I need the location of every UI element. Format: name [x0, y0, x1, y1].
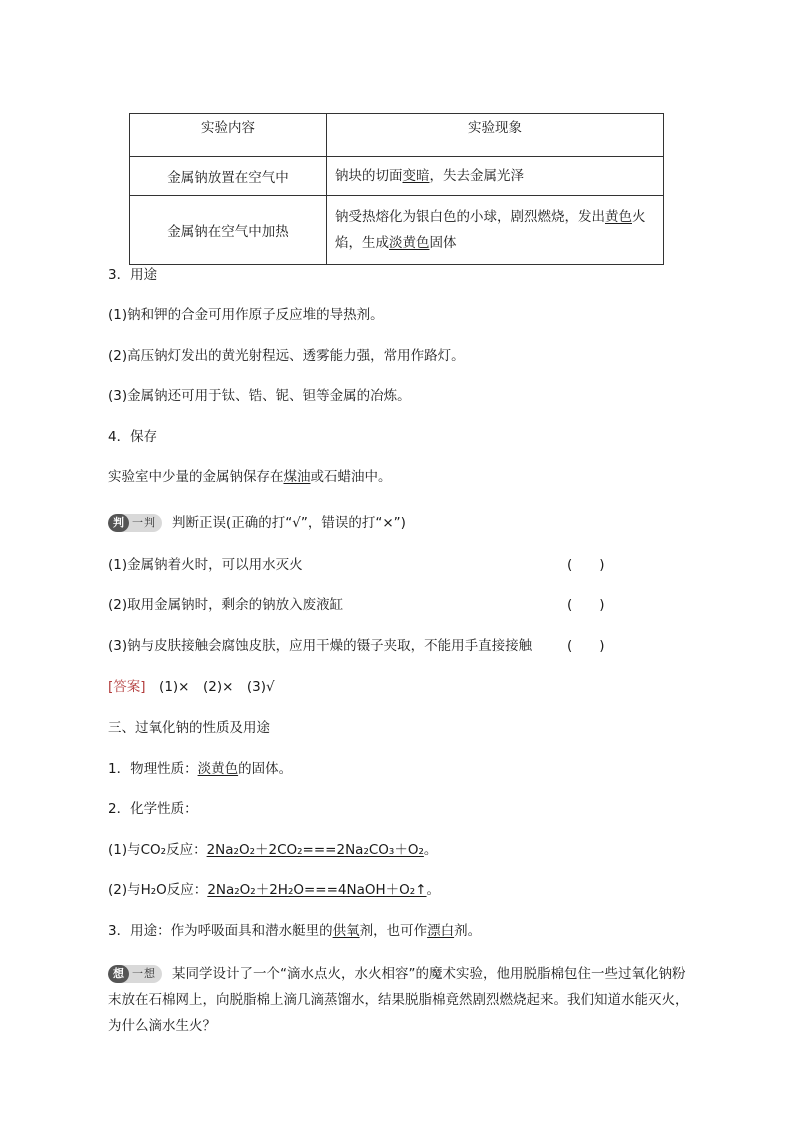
table-cell-content: 金属钠放置在空气中	[130, 157, 327, 196]
table-cell-content: 金属钠在空气中加热	[130, 196, 327, 265]
reaction-co2: (1)与CO₂反应：2Na₂O₂＋2CO₂===2Na₂CO₃＋O₂。	[108, 842, 438, 858]
think-text: 某同学设计了一个“滴水点火，水火相容”的魔术实验，他用脱脂棉包住一些过氧化钠粉末放在石棉网上，向脱脂棉上滴几滴蒸馏水，结果脱脂棉竟然剧烈燃烧起来。我们知道水能灭火，为什么滴水生火？	[108, 966, 689, 1034]
equation-h2o: 2Na₂O₂＋2H₂O===4NaOH＋O₂↑	[207, 882, 427, 898]
chemical-property-title: 2．化学性质：	[108, 801, 198, 817]
answer-blank: ( )	[567, 597, 605, 613]
judge-badge-icon: 判 一判	[108, 514, 162, 532]
table-header-observation: 实验现象	[327, 114, 664, 157]
judge-item: (1)金属钠着火时，可以用水灭火	[108, 557, 303, 573]
list-item: (2)高压钠灯发出的黄光射程远、透雾能力强，常用作路灯。	[108, 348, 465, 364]
list-item: (1)钠和钾的合金可用作原子反应堆的导热剂。	[108, 307, 384, 323]
judge-item: (2)取用金属钠时，剩余的钠放入废液缸	[108, 597, 344, 613]
table-row	[130, 157, 664, 196]
judge-item: (3)钠与皮肤接触会腐蚀皮肤，应用干燥的镊子夹取，不能用手直接接触	[108, 638, 533, 654]
equation-co2: 2Na₂O₂＋2CO₂===2Na₂CO₃＋O₂	[206, 842, 424, 858]
judge-heading	[108, 513, 406, 533]
uses-text: 3．用途：作为呼吸面具和潜水艇里的供氧剂，也可作漂白剂。	[108, 923, 482, 939]
table-cell-observation: 钠块的切面变暗，失去金属光泽	[327, 157, 664, 196]
table-row	[130, 196, 664, 265]
section-title-uses: 3．用途	[108, 267, 158, 283]
table-header-content: 实验内容	[130, 114, 327, 157]
section-title-peroxide: 三、过氧化钠的性质及用途	[108, 720, 270, 736]
list-item: (3)金属钠还可用于钛、锆、铌、钽等金属的冶炼。	[108, 388, 411, 404]
think-paragraph	[108, 961, 698, 1039]
section-title-storage: 4．保存	[108, 429, 158, 445]
answer-line: [答案] (1)× (2)× (3)√	[108, 679, 275, 695]
think-badge-icon: 想 一想	[108, 965, 162, 983]
table-cell-observation: 钠受热熔化为银白色的小球，剧烈燃烧，发出黄色火 焰，生成淡黄色固体	[327, 196, 664, 265]
judge-instruction: 判断正误(正确的打“√”，错误的打“×”)	[172, 515, 406, 531]
physical-property: 1．物理性质：淡黄色的固体。	[108, 761, 293, 777]
answer-tag: [答案]	[108, 679, 146, 695]
reaction-h2o: (2)与H₂O反应：2Na₂O₂＋2H₂O===4NaOH＋O₂↑。	[108, 882, 441, 898]
answer-blank: ( )	[567, 638, 605, 654]
storage-text: 实验室中少量的金属钠保存在煤油或石蜡油中。	[108, 469, 392, 485]
experiment-table	[129, 113, 664, 265]
answer-blank: ( )	[567, 557, 605, 573]
